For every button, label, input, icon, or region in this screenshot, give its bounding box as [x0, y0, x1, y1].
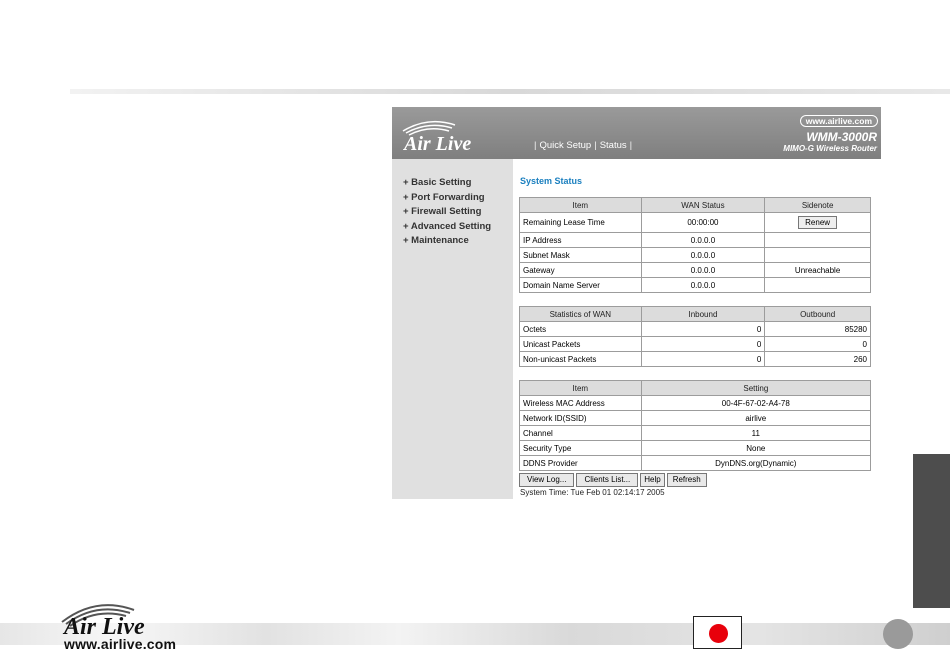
action-buttons: [519, 473, 709, 487]
table-row: [520, 441, 871, 456]
circle-icon: [883, 619, 913, 649]
column-header: Setting: [641, 381, 870, 396]
row-note: [765, 233, 871, 248]
sidebar: [392, 159, 513, 499]
wan-status-table: [519, 197, 871, 293]
row-label: Remaining Lease Time: [520, 213, 642, 233]
row-value: 0.0.0.0: [641, 263, 765, 278]
page-title: System Status: [520, 176, 583, 186]
wireless-settings-table: [519, 380, 871, 471]
column-header: Item: [520, 198, 642, 213]
top-nav: | Quick Setup | Status |: [534, 140, 633, 151]
row-label: Wireless MAC Address: [520, 396, 642, 411]
row-label: Security Type: [520, 441, 642, 456]
row-value: 0.0.0.0: [641, 233, 765, 248]
row-label: DDNS Provider: [520, 456, 642, 471]
column-header: WAN Status: [641, 198, 765, 213]
table-row: [520, 411, 871, 426]
table-row: [520, 322, 871, 337]
sidebar-item-port-forwarding[interactable]: + Port Forwarding: [403, 191, 485, 203]
table-header-row: [520, 307, 871, 322]
column-header: Inbound: [641, 307, 765, 322]
footer-url[interactable]: www.airlive.com: [64, 636, 177, 652]
sidebar-item-advanced-setting[interactable]: + Advanced Setting: [403, 220, 492, 232]
column-header: Sidenote: [765, 198, 871, 213]
row-label: IP Address: [520, 233, 642, 248]
system-time: System Time: Tue Feb 01 02:14:17 2005: [520, 488, 665, 497]
table-row: [520, 352, 871, 367]
outbound-value: 260: [765, 352, 871, 367]
row-label: Unicast Packets: [520, 337, 642, 352]
table-row: [520, 396, 871, 411]
outbound-value: 0: [765, 337, 871, 352]
row-value: 11: [641, 426, 870, 441]
row-label: Non-unicast Packets: [520, 352, 642, 367]
row-value: 00-4F-67-02-A4-78: [641, 396, 870, 411]
row-value: 0.0.0.0: [641, 248, 765, 263]
japan-flag-icon: [693, 616, 742, 649]
row-value: DynDNS.org(Dynamic): [641, 456, 870, 471]
sidebar-item-basic-setting[interactable]: + Basic Setting: [403, 177, 472, 188]
table-row: [520, 248, 871, 263]
row-label: Octets: [520, 322, 642, 337]
inbound-value: 0: [641, 322, 765, 337]
table-row: [520, 278, 871, 293]
column-header: Outbound: [765, 307, 871, 322]
refresh-button[interactable]: Refresh: [667, 473, 707, 487]
model-subtitle: MIMO-G Wireless Router: [783, 144, 877, 153]
table-row: [520, 213, 871, 233]
table-row: [520, 337, 871, 352]
row-note: Unreachable: [765, 263, 871, 278]
main-panel: [513, 159, 881, 499]
outbound-value: 85280: [765, 322, 871, 337]
row-label: Subnet Mask: [520, 248, 642, 263]
language-side-tab: [913, 454, 950, 608]
table-row: [520, 263, 871, 278]
table-row: [520, 233, 871, 248]
router-header: [392, 107, 881, 159]
row-label: Network ID(SSID): [520, 411, 642, 426]
row-label: Gateway: [520, 263, 642, 278]
table-header-row: [520, 198, 871, 213]
model-name: WMM-3000R: [806, 130, 877, 144]
clients-list-button[interactable]: Clients List...: [576, 473, 638, 487]
svg-text:Air Live: Air Live: [64, 614, 145, 640]
wan-statistics-table: [519, 306, 871, 367]
row-label: Domain Name Server: [520, 278, 642, 293]
site-url-badge[interactable]: www.airlive.com: [800, 115, 878, 127]
table-header-row: [520, 381, 871, 396]
renew-cell: [765, 213, 871, 233]
airlive-logo: [400, 119, 512, 155]
table-row: [520, 426, 871, 441]
renew-button[interactable]: Renew: [798, 216, 837, 229]
row-value: airlive: [641, 411, 870, 426]
sidebar-item-firewall-setting[interactable]: + Firewall Setting: [403, 206, 482, 217]
top-divider: [70, 89, 950, 94]
inbound-value: 0: [641, 352, 765, 367]
view-log-button[interactable]: View Log...: [519, 473, 574, 487]
row-label: Channel: [520, 426, 642, 441]
row-value: 0.0.0.0: [641, 278, 765, 293]
nav-status[interactable]: Status: [599, 140, 627, 151]
router-ui-screenshot: [392, 107, 881, 499]
table-row: [520, 456, 871, 471]
svg-text:Air Live: Air Live: [404, 133, 472, 155]
help-button[interactable]: Help: [640, 473, 664, 487]
sidebar-item-maintenance[interactable]: + Maintenance: [403, 235, 469, 246]
row-value: 00:00:00: [641, 213, 765, 233]
nav-quick-setup[interactable]: Quick Setup: [539, 140, 592, 151]
row-note: [765, 248, 871, 263]
column-header: Item: [520, 381, 642, 396]
column-header: Statistics of WAN: [520, 307, 642, 322]
row-note: [765, 278, 871, 293]
inbound-value: 0: [641, 337, 765, 352]
row-value: None: [641, 441, 870, 456]
